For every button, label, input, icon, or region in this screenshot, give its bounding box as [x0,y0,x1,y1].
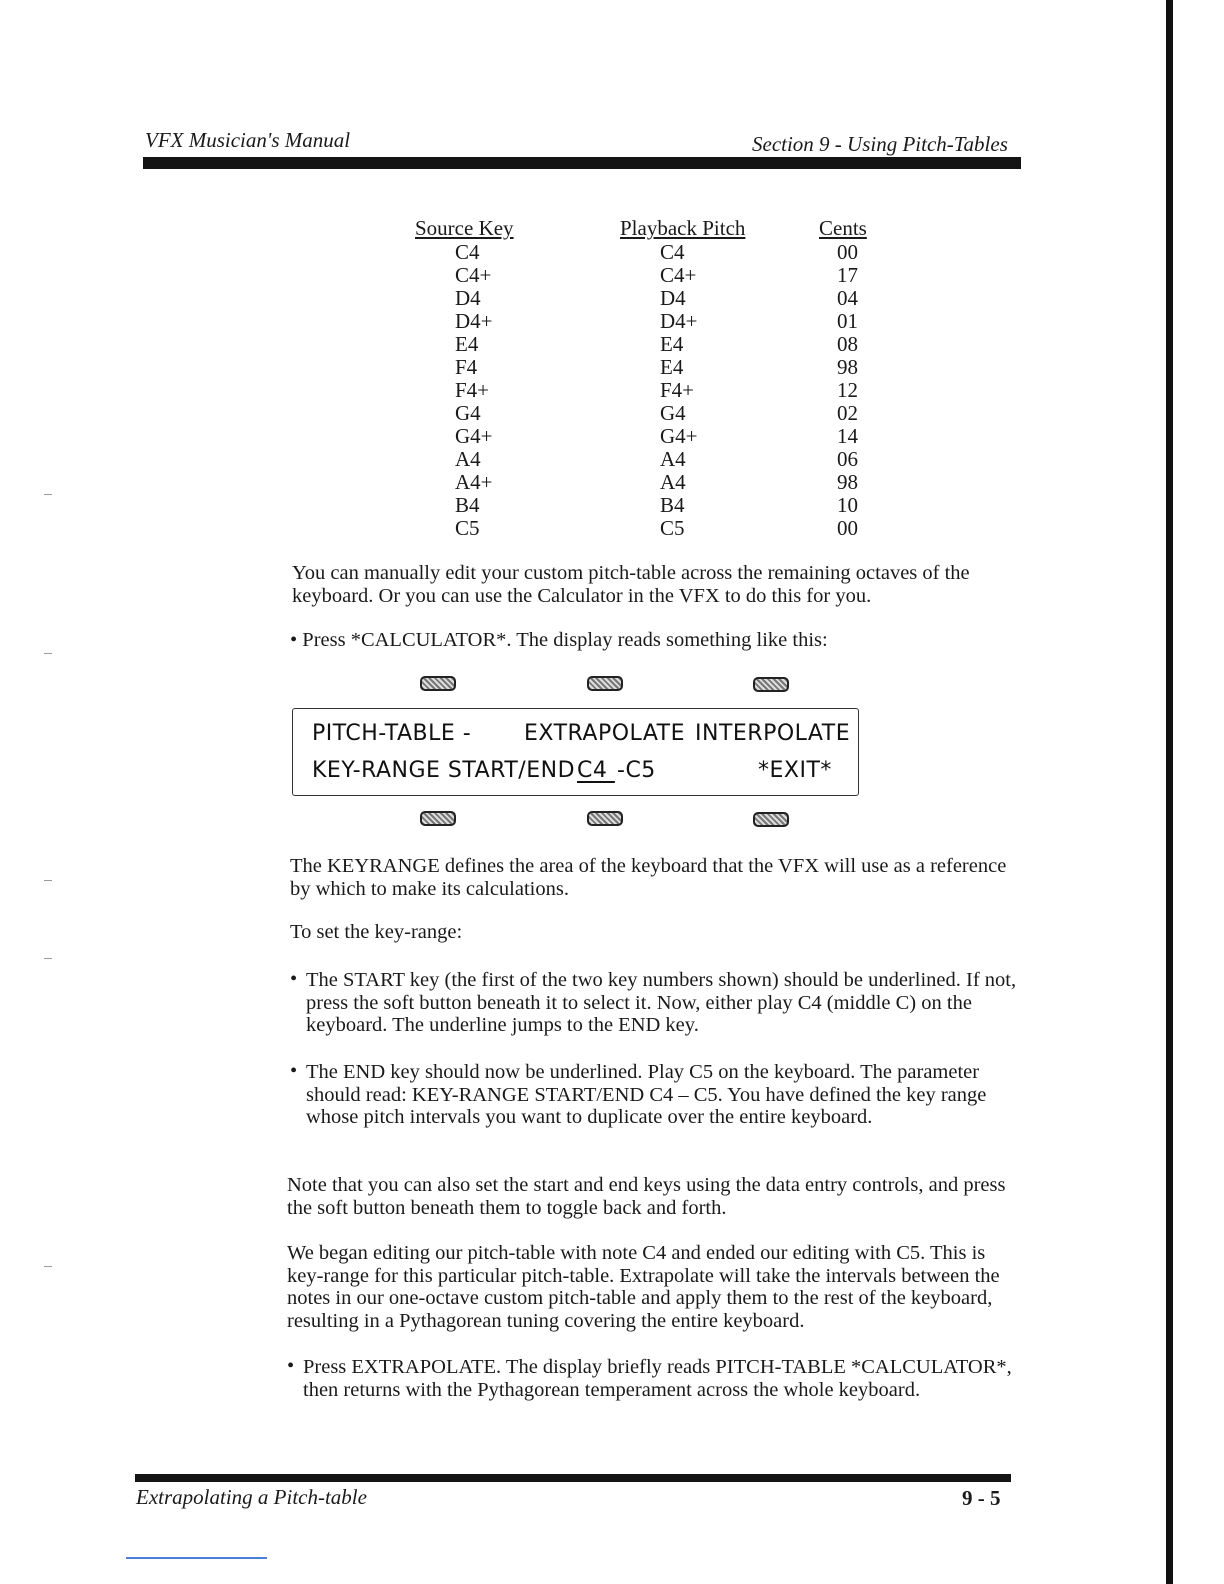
bullet-mark: • [287,1355,295,1377]
source-key-cell: D4+ [455,309,493,333]
playback-pitch-cell: D4+ [660,309,698,333]
source-key-cell: G4+ [455,424,493,448]
bullet-start-key: The START key (the first of the two key numbers shown) should be underlined. If not, press the soft button beneath it to select it. Now, either play C4 (middle C) on the keyboard. The underline jumps to the END key. [306,969,1017,1036]
page-number: 9 - 5 [962,1486,1001,1510]
lcd-option-extrapolate: EXTRAPOLATE [524,721,685,746]
lcd-value-end-key: -C5 [617,758,656,783]
scan-artifact-line [126,1557,267,1559]
running-footer-topic: Extrapolating a Pitch-table [136,1485,367,1509]
margin-mark [44,653,52,654]
source-key-cell: A4+ [455,470,493,494]
cents-cell: 08 [837,332,858,356]
soft-button-bottom-3[interactable] [753,812,789,827]
cents-cell: 00 [837,516,858,540]
cents-cell: 10 [837,493,858,517]
lcd-label-key-range: KEY-RANGE START/END [312,758,576,783]
bullet-mark: • [290,1060,298,1082]
bullet-press-calculator: • Press *CALCULATOR*. The display reads something like this: [290,629,828,651]
cents-cell: 12 [837,378,858,402]
playback-pitch-cell: G4 [660,401,686,425]
footer-rule [135,1474,1011,1482]
margin-mark [44,958,52,959]
soft-button-bottom-1[interactable] [420,811,456,826]
playback-pitch-cell: C4+ [660,263,697,287]
running-header-title: VFX Musician's Manual [145,128,351,152]
cents-cell: 00 [837,240,858,264]
cents-cell: 01 [837,309,858,333]
note-paragraph: Note that you can also set the start and end keys using the data entry controls, and press the soft button beneath them to toggle back and forth. [287,1174,1006,1219]
playback-pitch-cell: F4+ [660,378,695,402]
col-header-playback-pitch: Playback Pitch [620,216,746,240]
keyrange-paragraph: The KEYRANGE defines the area of the keyboard that the VFX will use as a reference by which to make its calculations. [290,855,1007,900]
source-key-cell: A4 [455,447,481,471]
source-key-cell: F4 [455,355,478,379]
lcd-value-start-key: C4 [577,758,615,783]
margin-mark [44,494,52,495]
bullet-end-key: The END key should now be underlined. Play C5 on the keyboard. The parameter should read: KEY-RANGE START/END C4 – C5. You have defined the key range whose pitch intervals you want to duplicate over the entire keyboard. [306,1061,987,1128]
source-key-cell: E4 [455,332,479,356]
soft-button-bottom-2[interactable] [587,811,623,826]
soft-button-top-1[interactable] [420,676,456,691]
playback-pitch-cell: C5 [660,516,685,540]
col-header-cents: Cents [819,216,867,240]
margin-mark [44,1266,52,1267]
lcd-option-exit: *EXIT* [758,758,832,783]
playback-pitch-cell: C4 [660,240,685,264]
cents-cell: 17 [837,263,858,287]
source-key-cell: C5 [455,516,480,540]
source-key-cell: F4+ [455,378,490,402]
source-key-cell: C4+ [455,263,492,287]
cents-cell: 06 [837,447,858,471]
extrapolate-explanation: We began editing our pitch-table with note C4 and ended our editing with C5. This is key-range for this particular pitch-table. Extrapolate will take the intervals between the notes in our one-octave custom pitch-table and apply them to the rest of the keyboard, resulting in a Pythagorean tuning covering the entire keyboard. [287,1242,1000,1332]
source-key-cell: D4 [455,286,481,310]
playback-pitch-cell: E4 [660,332,684,356]
cents-cell: 04 [837,286,858,310]
margin-mark [44,880,52,881]
soft-button-top-2[interactable] [587,676,623,691]
header-rule [143,157,1021,169]
soft-button-top-3[interactable] [753,677,789,692]
cents-cell: 98 [837,355,858,379]
col-header-source-key: Source Key [415,216,514,240]
bullet-press-extrapolate: Press EXTRAPOLATE. The display briefly reads PITCH-TABLE *CALCULATOR*, then returns with the Pythagorean temperament across the whole keyboard. [303,1356,1012,1401]
cents-cell: 98 [837,470,858,494]
bullet-mark: • [290,968,298,990]
cents-cell: 14 [837,424,858,448]
running-header-section: Section 9 - Using Pitch-Tables [752,132,1008,156]
playback-pitch-cell: D4 [660,286,686,310]
playback-pitch-cell: E4 [660,355,684,379]
cents-cell: 02 [837,401,858,425]
lcd-option-interpolate: INTERPOLATE [695,721,851,746]
set-keyrange-heading: To set the key-range: [290,921,463,943]
playback-pitch-cell: B4 [660,493,685,517]
playback-pitch-cell: A4 [660,470,686,494]
source-key-cell: G4 [455,401,481,425]
intro-paragraph: You can manually edit your custom pitch-table across the remaining octaves of the keyboard. Or you can use the Calculator in the VFX to do this for you. [292,562,970,607]
playback-pitch-cell: A4 [660,447,686,471]
source-key-cell: B4 [455,493,480,517]
source-key-cell: C4 [455,240,480,264]
binding-edge [1166,0,1173,1584]
lcd-label-pitch-table: PITCH-TABLE - [312,721,472,746]
playback-pitch-cell: G4+ [660,424,698,448]
